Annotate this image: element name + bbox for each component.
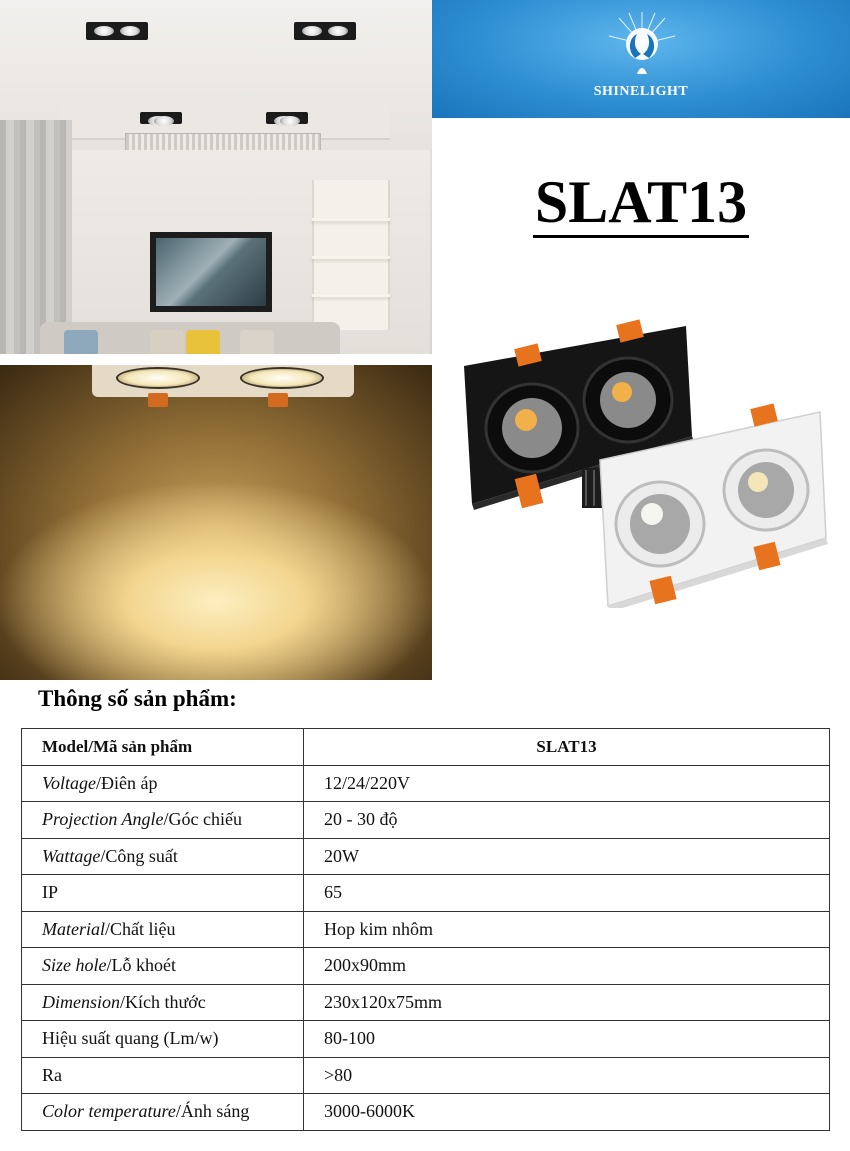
spec-value: Hop kim nhôm — [304, 911, 830, 948]
spec-label-vi: /Ánh sáng — [175, 1101, 250, 1122]
spec-label-en: Material — [42, 918, 105, 939]
spec-value: 200x90mm — [304, 948, 830, 985]
spec-value: 230x120x75mm — [304, 984, 830, 1021]
sofa-pillow — [150, 330, 184, 354]
ceiling-downlight — [294, 22, 356, 40]
spec-label — [22, 1094, 304, 1131]
spec-label — [22, 1057, 304, 1094]
bookshelf — [312, 180, 390, 330]
sofa-pillow — [240, 330, 274, 354]
wall-picture-frame — [150, 232, 272, 312]
downlight-lens — [240, 367, 324, 389]
spec-label — [22, 1021, 304, 1058]
spec-row — [22, 1094, 830, 1131]
sofa-pillow — [64, 330, 98, 354]
spec-table — [21, 728, 830, 1131]
spec-label-vi: /Lỗ khoét — [106, 955, 176, 976]
spec-value: 3000-6000K — [304, 1094, 830, 1131]
spec-row — [22, 802, 830, 839]
spec-row — [22, 838, 830, 875]
spec-label-en: Wattage — [42, 845, 101, 866]
spec-header-value: SLAT13 — [304, 729, 830, 766]
curtain — [0, 120, 72, 354]
sofa-pillow — [186, 330, 220, 354]
ceiling-downlight — [140, 112, 182, 124]
product-photo — [456, 318, 830, 608]
spec-label-vi: /Chất liệu — [105, 918, 176, 939]
spec-label-en: Voltage — [42, 772, 96, 793]
spec-row — [22, 911, 830, 948]
spec-label-vi: IP — [42, 882, 59, 903]
spec-label — [22, 911, 304, 948]
spec-label-en: Projection Angle — [42, 809, 164, 830]
ceiling-downlight — [86, 22, 148, 40]
spec-label-en: Size hole — [42, 955, 107, 976]
spec-value: >80 — [304, 1057, 830, 1094]
spec-label-vi: Ra — [42, 1064, 62, 1085]
mounting-clip — [268, 393, 288, 407]
spec-label-vi: /Điên áp — [96, 772, 158, 793]
spec-value: 80-100 — [304, 1021, 830, 1058]
spec-value: 20 - 30 độ — [304, 802, 830, 839]
air-vent — [125, 133, 321, 151]
shinelight-logo-icon — [607, 10, 677, 80]
spec-row — [22, 765, 830, 802]
shelf-board — [312, 294, 390, 297]
light-beam-photo — [0, 365, 432, 680]
spec-label-vi: /Công suất — [100, 845, 178, 866]
spec-value: 20W — [304, 838, 830, 875]
shelf-board — [312, 218, 390, 221]
spec-label-vi: /Góc chiếu — [163, 809, 242, 830]
spec-row — [22, 1021, 830, 1058]
spec-label — [22, 838, 304, 875]
spec-row — [22, 948, 830, 985]
mounting-clip — [148, 393, 168, 407]
shelf-board — [312, 256, 390, 259]
brand-banner — [432, 0, 850, 118]
spec-label-en: Dimension — [42, 991, 120, 1012]
room-interior-photo — [0, 0, 432, 354]
spec-value: 65 — [304, 875, 830, 912]
spec-header-label: Model/Mã sản phẩm — [22, 729, 304, 766]
spec-row — [22, 875, 830, 912]
spec-label-en: Color temperature — [42, 1101, 176, 1122]
model-title-text: SLAT13 — [533, 169, 749, 238]
spec-label — [22, 765, 304, 802]
spec-label-vi: Hiệu suất quang (Lm/w) — [42, 1028, 219, 1049]
spec-header-row — [22, 729, 830, 766]
spec-row — [22, 1057, 830, 1094]
logo-text: SHINELIGHT — [593, 84, 689, 99]
spec-row — [22, 984, 830, 1021]
spec-label — [22, 875, 304, 912]
downlight-lens — [116, 367, 200, 389]
spec-value: 12/24/220V — [304, 765, 830, 802]
spec-label-vi: /Kích thước — [120, 991, 206, 1012]
spec-heading: Thông số sản phẩm: — [38, 686, 237, 711]
spec-label — [22, 948, 304, 985]
model-title — [432, 168, 850, 237]
spec-label — [22, 802, 304, 839]
wall-art — [156, 238, 266, 306]
ceiling-downlight — [266, 112, 308, 124]
spec-label — [22, 984, 304, 1021]
